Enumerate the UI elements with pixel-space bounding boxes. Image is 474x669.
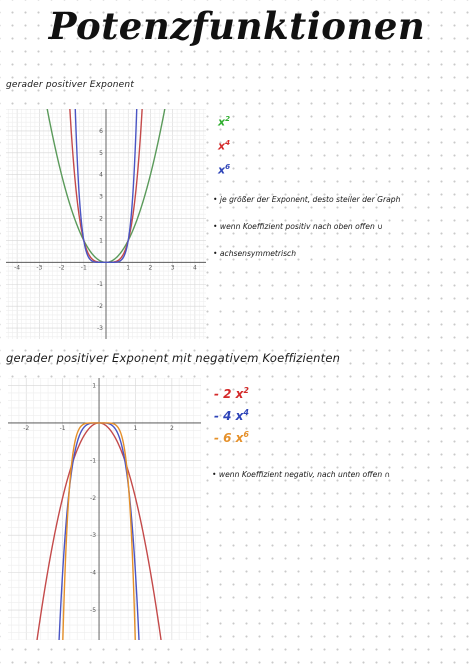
graph-positive-exponents bbox=[6, 109, 206, 339]
note-steepness: • je größer der Exponent, desto steiler der Graph bbox=[213, 195, 401, 204]
notes-2 bbox=[212, 470, 390, 479]
y-tick-label: -2 bbox=[97, 303, 103, 311]
x-tick-label: -4 bbox=[14, 264, 21, 272]
legend-item-neg4x4: - 4 $x^4$ bbox=[214, 408, 249, 423]
note-axis-symmetry: • achsensymmetrisch bbox=[213, 249, 297, 258]
legend-item-x4: $x^4$ bbox=[218, 138, 231, 153]
y-tick-label: -5 bbox=[90, 607, 97, 615]
legend-item-neg6x6: - 6 $x^6$ bbox=[214, 430, 249, 445]
legend-item-neg2x2: - 2 $x^2$ bbox=[214, 386, 249, 401]
y-tick-label: -2 bbox=[90, 494, 97, 502]
x-tick-label: 3 bbox=[170, 264, 175, 272]
legend-2 bbox=[214, 386, 249, 452]
x-tick-label: -1 bbox=[80, 264, 87, 272]
x-tick-label: 2 bbox=[169, 424, 174, 432]
y-tick-label: 1 bbox=[92, 382, 97, 390]
x-tick-label: 2 bbox=[148, 264, 153, 272]
y-tick-label: -3 bbox=[97, 325, 103, 333]
x-tick-label: -1 bbox=[59, 424, 66, 432]
x-tick-label: -2 bbox=[58, 264, 65, 272]
note-negative-coefficient: • wenn Koeffizient negativ, nach unten offen ∩ bbox=[212, 470, 391, 479]
x-tick-label: 1 bbox=[133, 424, 138, 432]
legend-item-x2: $x^2$ bbox=[218, 114, 231, 129]
page-title: Potenzfunktionen bbox=[48, 4, 426, 48]
y-tick-label: 3 bbox=[99, 193, 103, 201]
x-tick-label: -2 bbox=[23, 424, 30, 432]
y-tick-label: 2 bbox=[99, 215, 103, 223]
y-tick-label: -4 bbox=[90, 569, 97, 577]
grid bbox=[8, 378, 201, 640]
legend-1 bbox=[218, 114, 230, 186]
legend-item-x6: $x^6$ bbox=[218, 162, 231, 177]
y-tick-label: -1 bbox=[97, 281, 103, 289]
y-tick-label: -1 bbox=[90, 457, 97, 465]
section-2-heading: gerader positiver Exponent mit negativem Koeffizienten bbox=[6, 351, 341, 365]
x-tick-label: 1 bbox=[126, 264, 131, 272]
section-1-heading: gerader positiver Exponent bbox=[6, 80, 135, 90]
y-tick-label: 1 bbox=[99, 237, 103, 245]
x-tick-label: -3 bbox=[36, 264, 43, 272]
graph-negative-coefficients bbox=[8, 378, 201, 640]
x-tick-label: 4 bbox=[192, 264, 197, 272]
y-tick-label: 6 bbox=[99, 127, 103, 135]
notes-1 bbox=[213, 195, 400, 276]
note-positive-coefficient: • wenn Koeffizient positiv nach oben offen ∪ bbox=[213, 222, 383, 231]
y-tick-label: 4 bbox=[99, 171, 103, 179]
y-tick-label: -3 bbox=[90, 532, 97, 540]
y-tick-label: 5 bbox=[99, 149, 103, 157]
